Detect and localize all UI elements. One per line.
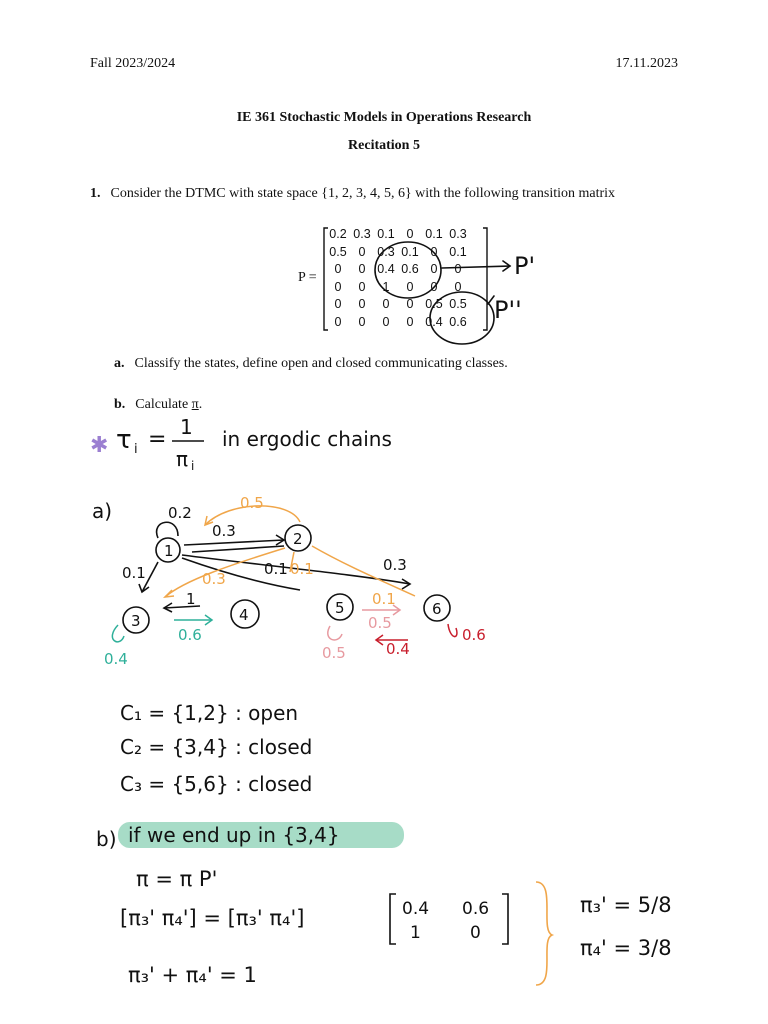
matrix-cell: 0.2 <box>329 227 347 241</box>
matrix-cell: 0 <box>382 314 390 329</box>
date-label: 17.11.2023 <box>615 56 678 71</box>
matrix-cell: 0 <box>334 297 342 311</box>
matrix-cell: 1 <box>382 279 390 294</box>
matrix-cell: 0.3 <box>353 227 371 241</box>
matrix-label: P = <box>298 270 317 285</box>
matrix-cell: 0 <box>406 297 414 311</box>
eq-mtx-11: 0 <box>470 923 481 943</box>
svg-text:3: 3 <box>131 612 141 630</box>
p2-label: P'' <box>494 296 522 324</box>
matrix-cell: 0 <box>358 314 366 329</box>
svg-text:1: 1 <box>180 415 193 439</box>
label-p24: 0.1 <box>290 560 314 578</box>
matrix-cell: 0 <box>382 297 390 311</box>
problem-number: 1. <box>90 186 101 201</box>
page-subtitle: Recitation 5 <box>348 138 420 153</box>
part-b-text: Calculate <box>135 397 192 412</box>
matrix-cell: 0.6 <box>449 314 467 329</box>
orange-brace <box>536 882 552 985</box>
svg-text:5: 5 <box>335 599 345 617</box>
class-c3: C₃ = {5,6} : closed <box>120 772 313 796</box>
p1-label: P' <box>514 252 536 280</box>
class-c2: C₂ = {3,4} : closed <box>120 735 313 759</box>
matrix-cell: 0.3 <box>377 244 395 259</box>
matrix-cell: 0 <box>334 314 342 329</box>
part-b-end: . <box>198 397 203 412</box>
matrix-cell: 0.4 <box>425 314 443 329</box>
result-pi4: π₄' = 3/8 <box>580 936 672 960</box>
label-p21: 0.5 <box>240 494 264 512</box>
label-p15: 0.1 <box>264 560 288 578</box>
tau-symbol: τ <box>116 425 132 455</box>
matrix-cell: 0.3 <box>449 227 467 241</box>
page-title: IE 361 Stochastic Models in Operations Research <box>236 110 532 125</box>
label-p13: 0.1 <box>122 564 146 582</box>
matrix-cell: 0.5 <box>329 244 347 259</box>
label-p56: 0.5 <box>368 614 392 632</box>
matrix-cell: 0 <box>358 279 366 294</box>
matrix-cell: 0 <box>358 262 366 276</box>
matrix-cell: 0 <box>454 279 462 294</box>
eq-mtx-10: 1 <box>410 923 421 943</box>
matrix-cell: 0.1 <box>401 244 419 259</box>
block-p2-circle <box>430 292 494 344</box>
highlight-text: if we end up in {3,4} <box>128 823 340 847</box>
eq-normalize: π₃' + π₄' = 1 <box>128 963 257 987</box>
matrix-cell: 0.5 <box>449 297 467 311</box>
eq-stationary: π = π P' <box>136 867 218 891</box>
ergodic-note: in ergodic chains <box>222 427 392 451</box>
matrix-cell: 0 <box>430 262 438 276</box>
matrix-cell: 0 <box>406 227 414 241</box>
eq-mtx-00: 0.4 <box>402 899 430 919</box>
matrix-cell: 0.5 <box>425 297 443 311</box>
matrix-cell: 0.4 <box>377 262 395 276</box>
label-p34: 0.6 <box>178 626 202 644</box>
svg-text:π: π <box>176 447 189 471</box>
eq-mtx-01: 0.6 <box>462 899 490 919</box>
matrix-cell: 0.1 <box>449 244 467 259</box>
part-b-handwritten: b) <box>96 827 117 851</box>
term-label: Fall 2023/2024 <box>90 56 176 71</box>
pi-symbol: π <box>191 397 199 412</box>
matrix-cell: 0.1 <box>377 227 395 241</box>
svg-text:1: 1 <box>164 542 174 560</box>
star-icon: ✱ <box>90 433 109 458</box>
label-p43: 1 <box>186 590 196 608</box>
matrix-cell: 0 <box>358 244 366 259</box>
block-p1-circle <box>375 242 441 298</box>
label-self1: 0.2 <box>168 504 192 522</box>
label-self5: 0.5 <box>322 644 346 662</box>
matrix-cell: 0 <box>454 262 462 276</box>
matrix-cell: 0 <box>406 279 414 294</box>
part-a-handwritten: a) <box>92 499 113 523</box>
matrix-cell: 0 <box>334 262 342 276</box>
label-p23: 0.3 <box>202 570 226 588</box>
eq-system: [π₃' π₄'] = [π₃' π₄'] <box>120 906 305 930</box>
label-self3: 0.4 <box>104 650 128 668</box>
arrow-p1 <box>442 266 510 268</box>
matrix-cell: 0 <box>430 244 438 259</box>
matrix-cell: 0 <box>358 297 366 311</box>
svg-text:2: 2 <box>293 530 303 548</box>
matrix-cell: 0 <box>430 279 438 294</box>
problem-text: Consider the DTMC with state space {1, 2, 3, 4, 5, 6} with the following transition matrix <box>110 186 616 201</box>
svg-text:4: 4 <box>239 606 249 624</box>
matrix-cell: 0.1 <box>425 227 443 241</box>
svg-text:i: i <box>191 459 195 473</box>
svg-text:=: = <box>148 427 167 452</box>
result-pi3: π₃' = 5/8 <box>580 893 672 917</box>
label-p16: 0.3 <box>383 556 407 574</box>
matrix-cell: 0 <box>334 279 342 294</box>
label-self6: 0.6 <box>462 626 486 644</box>
matrix-cell: 0.6 <box>401 262 419 276</box>
part-b-letter: b. <box>114 397 126 412</box>
class-c1: C₁ = {1,2} : open <box>120 701 299 725</box>
label-p65: 0.4 <box>386 640 410 658</box>
part-a-letter: a. <box>114 356 125 371</box>
svg-text:6: 6 <box>432 600 442 618</box>
part-a-text: Classify the states, define open and closed communicating classes. <box>134 356 508 371</box>
svg-text:i: i <box>134 442 138 457</box>
matrix-cell: 0 <box>406 314 414 329</box>
label-p26: 0.1 <box>372 590 396 608</box>
label-p12: 0.3 <box>212 522 236 540</box>
